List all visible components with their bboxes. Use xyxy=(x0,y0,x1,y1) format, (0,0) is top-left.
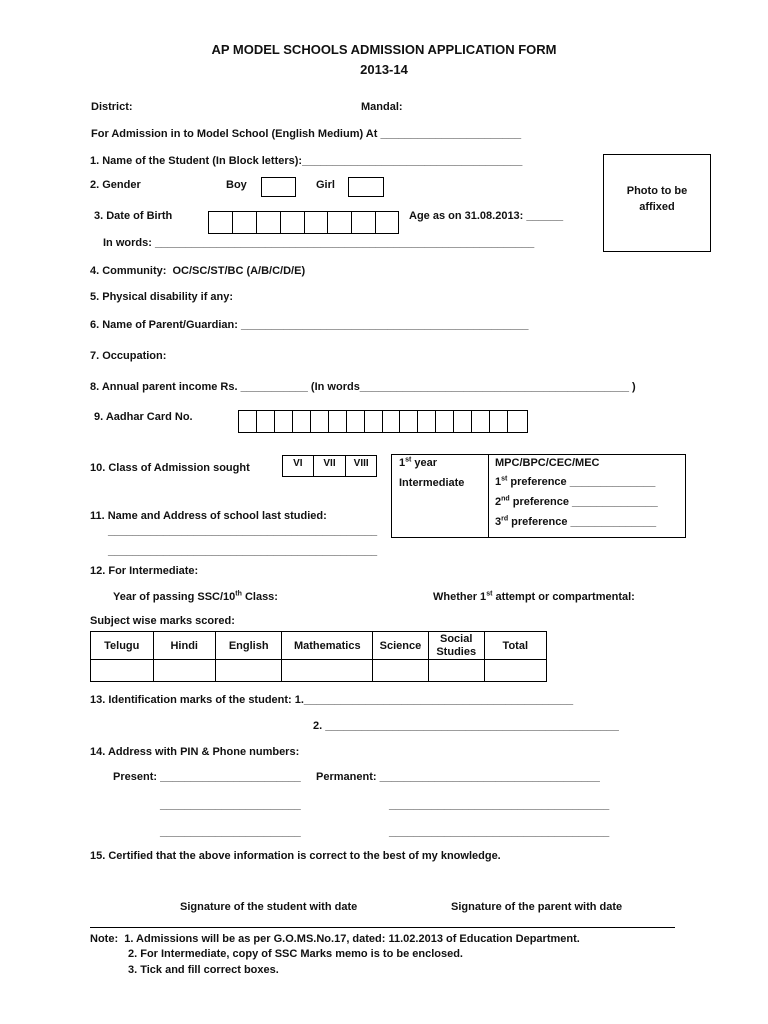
dob-in-words-line: In words: ______________________________________________________________ xyxy=(103,237,535,249)
gender-boy-label: Boy xyxy=(226,179,247,191)
marks-header-cell: Total xyxy=(484,632,546,660)
class-options[interactable] xyxy=(282,455,377,477)
gender-girl-checkbox[interactable] xyxy=(348,177,384,197)
first-year-label: 1st year xyxy=(399,456,438,469)
marks-entry-cell[interactable] xyxy=(215,660,282,682)
address-label: 14. Address with PIN & Phone numbers: xyxy=(90,746,300,758)
aadhar-box[interactable] xyxy=(508,411,528,432)
occupation-line: 7. Occupation: xyxy=(90,350,167,362)
dob-box[interactable] xyxy=(233,212,257,233)
present-address-line-3: _______________________ xyxy=(160,826,301,838)
aadhar-box[interactable] xyxy=(400,411,418,432)
class-option-vi[interactable]: VI xyxy=(283,456,314,476)
aadhar-box[interactable] xyxy=(239,411,257,432)
marks-entry-cell[interactable] xyxy=(91,660,154,682)
form-title: AP MODEL SCHOOLS ADMISSION APPLICATION FORM xyxy=(211,42,557,57)
dob-label: 3. Date of Birth xyxy=(94,210,173,222)
permanent-address-line-2: ____________________________________ xyxy=(389,799,610,811)
class-admission-label: 10. Class of Admission sought xyxy=(90,462,250,474)
dob-box[interactable] xyxy=(352,212,376,233)
note-2: 2. For Intermediate, copy of SSC Marks memo is to be enclosed. xyxy=(128,948,463,960)
parent-name-line: 6. Name of Parent/Guardian: _______________________________________________ xyxy=(90,319,529,331)
intermediate-box xyxy=(391,454,686,538)
groups-label: MPC/BPC/CEC/MEC xyxy=(495,457,600,469)
income-line: 8. Annual parent income Rs. ___________ (In words____________________________________________ ) xyxy=(90,381,636,393)
identification-marks-line-1: 13. Identification marks of the student: 1.____________________________________________ xyxy=(90,694,574,706)
intermediate-label: Intermediate xyxy=(399,477,465,489)
aadhar-box[interactable] xyxy=(329,411,347,432)
mandal-label: Mandal: xyxy=(361,101,403,113)
aadhar-box[interactable] xyxy=(293,411,311,432)
present-address-line-2: _______________________ xyxy=(160,799,301,811)
photo-box xyxy=(603,154,711,252)
last-school-line-2: ____________________________________________ xyxy=(108,545,378,557)
last-school-label: 11. Name and Address of school last studied: xyxy=(90,510,327,522)
identification-marks-line-2: 2. ________________________________________________ xyxy=(313,720,619,732)
preference-3-line: 3rd preference ______________ xyxy=(495,515,657,528)
present-address-line: Present: _______________________ xyxy=(113,771,301,783)
marks-header-row xyxy=(91,632,547,660)
aadhar-box[interactable] xyxy=(275,411,293,432)
community-line: 4. Community: OC/SC/ST/BC (A/B/C/D/E) xyxy=(90,265,306,277)
marks-header-cell: Social Studies xyxy=(428,632,484,660)
gender-label: 2. Gender xyxy=(90,179,141,191)
marks-entry-cell[interactable] xyxy=(484,660,546,682)
disability-line: 5. Physical disability if any: xyxy=(90,291,234,303)
aadhar-box[interactable] xyxy=(472,411,490,432)
marks-header-cell: Science xyxy=(373,632,429,660)
marks-entry-cell[interactable] xyxy=(153,660,215,682)
dob-box[interactable] xyxy=(328,212,352,233)
preference-1-line: 1st preference ______________ xyxy=(495,475,656,488)
permanent-address-line-3: ____________________________________ xyxy=(389,826,610,838)
class-option-vii[interactable]: VII xyxy=(314,456,347,476)
intermediate-divider xyxy=(488,455,489,537)
marks-entry-row[interactable] xyxy=(91,660,547,682)
aadhar-box[interactable] xyxy=(454,411,472,432)
dob-box[interactable] xyxy=(305,212,329,233)
aadhar-box[interactable] xyxy=(365,411,383,432)
preference-2-line: 2nd preference ______________ xyxy=(495,495,658,508)
aadhar-box[interactable] xyxy=(311,411,329,432)
aadhar-box[interactable] xyxy=(490,411,508,432)
district-label: District: xyxy=(91,101,133,113)
marks-header-cell: Telugu xyxy=(91,632,154,660)
dob-boxes[interactable] xyxy=(208,211,399,234)
last-school-line-1: ____________________________________________ xyxy=(108,525,378,537)
aadhar-box[interactable] xyxy=(257,411,275,432)
aadhar-box[interactable] xyxy=(347,411,365,432)
dob-box[interactable] xyxy=(281,212,305,233)
student-signature-label: Signature of the student with date xyxy=(180,901,358,913)
marks-entry-cell[interactable] xyxy=(428,660,484,682)
gender-girl-label: Girl xyxy=(316,179,335,191)
marks-entry-cell[interactable] xyxy=(373,660,429,682)
aadhar-box[interactable] xyxy=(436,411,454,432)
note-3: 3. Tick and fill correct boxes. xyxy=(128,964,279,976)
photo-box-text: Photo to be affixed xyxy=(626,185,688,213)
parent-signature-label: Signature of the parent with date xyxy=(451,901,623,913)
signature-divider xyxy=(90,927,675,928)
aadhar-label: 9. Aadhar Card No. xyxy=(94,411,193,423)
intermediate-section-label: 12. For Intermediate: xyxy=(90,565,199,577)
marks-header-cell: Mathematics xyxy=(282,632,373,660)
dob-box[interactable] xyxy=(376,212,399,233)
attempt-label: Whether 1st attempt or compartmental: xyxy=(433,590,635,603)
admission-school-line: For Admission in to Model School (English Medium) At _______________________ xyxy=(91,128,522,140)
permanent-address-line: Permanent: ____________________________________ xyxy=(316,771,600,783)
form-year: 2013-14 xyxy=(360,62,408,77)
note-1: Note: 1. Admissions will be as per G.O.MS.No.17, dated: 11.02.2013 of Education Department. xyxy=(90,933,580,945)
aadhar-boxes[interactable] xyxy=(238,410,528,433)
gender-boy-checkbox[interactable] xyxy=(261,177,296,197)
dob-box[interactable] xyxy=(209,212,233,233)
aadhar-box[interactable] xyxy=(418,411,436,432)
marks-header-cell: English xyxy=(215,632,282,660)
ssc-year-label: Year of passing SSC/10th Class: xyxy=(113,590,278,603)
marks-table xyxy=(90,631,547,682)
aadhar-box[interactable] xyxy=(383,411,401,432)
marks-header-cell: Hindi xyxy=(153,632,215,660)
class-option-viii[interactable]: VIII xyxy=(346,456,377,476)
student-name-line: 1. Name of the Student (In Block letters):____________________________________ xyxy=(90,155,523,167)
marks-scored-label: Subject wise marks scored: xyxy=(90,615,235,627)
dob-box[interactable] xyxy=(257,212,281,233)
certification-statement: 15. Certified that the above information is correct to the best of my knowledge. xyxy=(90,850,501,862)
marks-entry-cell[interactable] xyxy=(282,660,373,682)
age-line: Age as on 31.08.2013: ______ xyxy=(409,210,564,222)
